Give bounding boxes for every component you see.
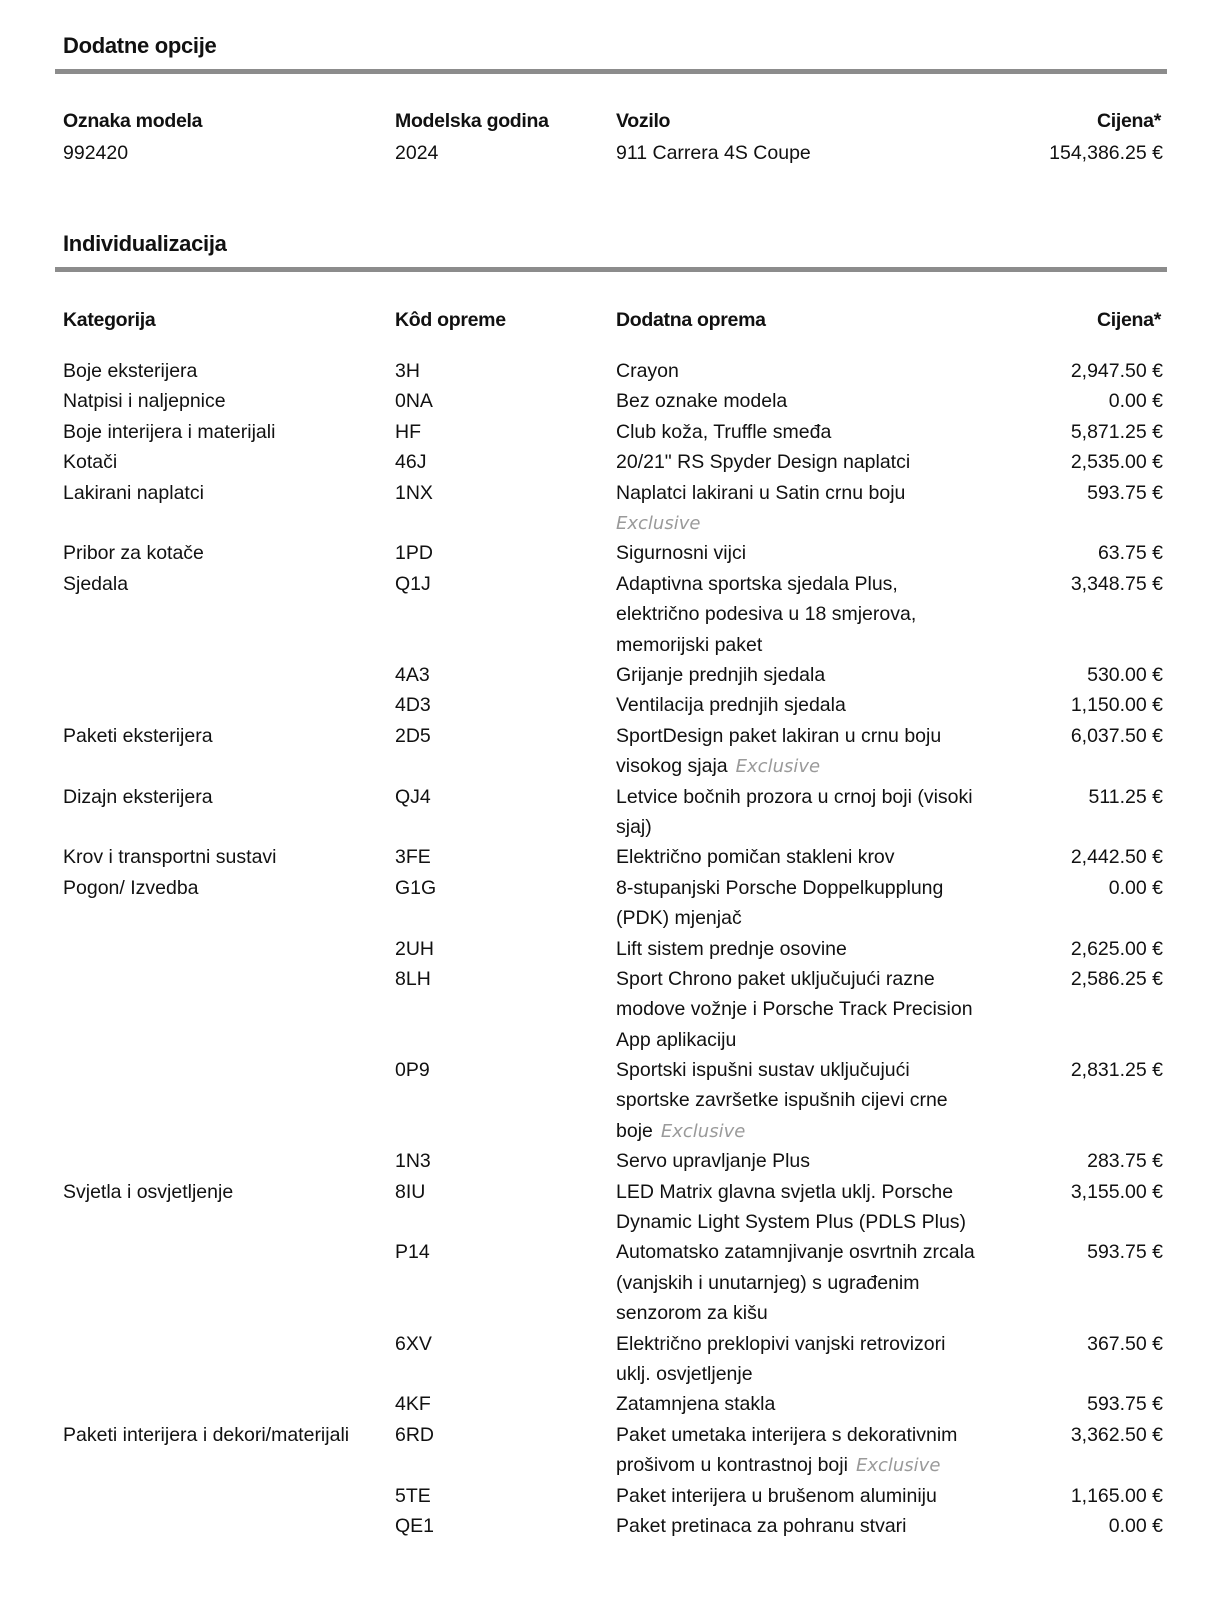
row-price: 5,871.25 € bbox=[1070, 420, 1163, 443]
description-text: Dynamic Light System Plus (PDLS Plus) bbox=[616, 1211, 967, 1234]
description-line bbox=[616, 964, 1011, 994]
row-description bbox=[616, 721, 1011, 783]
row-price: 3,348.75 € bbox=[1070, 572, 1163, 595]
row-description bbox=[616, 447, 1011, 477]
row-price: 530.00 € bbox=[1087, 663, 1163, 686]
table-row bbox=[0, 842, 1231, 872]
table-row bbox=[0, 1420, 1231, 1481]
header-price: Cijena* bbox=[1096, 110, 1161, 132]
header-model-year: Modelska godina bbox=[395, 110, 549, 132]
description-line bbox=[616, 721, 1011, 751]
table-row bbox=[0, 721, 1231, 782]
row-equipment-code: 4KF bbox=[395, 1393, 431, 1416]
description-text: Automatsko zatamnjivanje osvrtnih zrcala bbox=[616, 1241, 975, 1264]
description-line bbox=[616, 1207, 1011, 1237]
description-text: Bez oznake modela bbox=[616, 390, 788, 413]
row-price: 2,625.00 € bbox=[1070, 937, 1163, 960]
table-row bbox=[0, 569, 1231, 660]
row-equipment-code: G1G bbox=[395, 876, 437, 899]
description-line bbox=[616, 751, 1011, 782]
description-line bbox=[616, 1116, 1011, 1147]
exclusive-badge: Exclusive bbox=[855, 1455, 941, 1477]
description-line bbox=[616, 1085, 1011, 1115]
description-text: uklj. osvjetljenje bbox=[616, 1363, 753, 1386]
description-line bbox=[616, 1389, 1011, 1419]
exclusive-badge: Exclusive bbox=[735, 756, 821, 778]
description-line bbox=[616, 386, 1011, 416]
description-text: Adaptivna sportska sjedala Plus, bbox=[616, 572, 898, 595]
row-description bbox=[616, 386, 1011, 416]
description-line bbox=[616, 1420, 1011, 1450]
row-category: Natpisi i naljepnice bbox=[63, 390, 226, 413]
table-row bbox=[0, 660, 1231, 690]
row-description bbox=[616, 1146, 1011, 1176]
row-description bbox=[616, 690, 1011, 720]
description-line bbox=[616, 1329, 1011, 1359]
row-description bbox=[616, 356, 1011, 386]
row-description bbox=[616, 1055, 1011, 1147]
description-text: Sigurnosni vijci bbox=[616, 542, 747, 565]
table-row bbox=[0, 356, 1231, 386]
description-text: (vanjskih i unutarnjeg) s ugrađenim bbox=[616, 1271, 920, 1294]
description-line bbox=[616, 1450, 1011, 1481]
row-category: Boje eksterijera bbox=[63, 360, 198, 382]
section-title-individualization: Individualizacija bbox=[63, 231, 227, 256]
row-price: 593.75 € bbox=[1087, 1393, 1163, 1416]
description-text: Paket umetaka interijera s dekorativnim bbox=[616, 1423, 958, 1446]
description-text: Club koža, Truffle smeđa bbox=[616, 420, 832, 443]
row-description bbox=[616, 1389, 1011, 1419]
row-price: 3,362.50 € bbox=[1070, 1423, 1163, 1446]
table-row bbox=[0, 964, 1231, 1055]
vehicle-price-value: 154,386.25 € bbox=[1049, 142, 1163, 164]
row-category: Kotači bbox=[63, 451, 118, 474]
description-line bbox=[616, 569, 1011, 599]
description-line bbox=[616, 599, 1011, 629]
row-price: 0.00 € bbox=[1108, 390, 1163, 413]
description-text: visokog sjaja bbox=[616, 755, 728, 778]
description-text: 20/21" RS Spyder Design naplatci bbox=[616, 451, 911, 474]
row-price: 1,165.00 € bbox=[1070, 1484, 1163, 1507]
description-line bbox=[616, 417, 1011, 447]
description-text: modove vožnje i Porsche Track Precision bbox=[616, 998, 973, 1021]
description-text: Električno pomičan stakleni krov bbox=[616, 846, 895, 869]
row-category: Krov i transportni sustavi bbox=[63, 846, 277, 869]
header-category: Kategorija bbox=[63, 309, 156, 331]
row-description bbox=[616, 1481, 1011, 1511]
table-row bbox=[0, 417, 1231, 447]
row-equipment-code: 2D5 bbox=[395, 724, 431, 747]
row-price: 6,037.50 € bbox=[1070, 724, 1163, 747]
description-text: električno podesiva u 18 smjerova, bbox=[616, 603, 917, 626]
row-description bbox=[616, 842, 1011, 872]
header-equipment-description: Dodatna oprema bbox=[616, 309, 766, 331]
row-category: Lakirani naplatci bbox=[63, 481, 204, 504]
description-text: Sportski ispušni sustav uključujući bbox=[616, 1059, 910, 1082]
row-equipment-code: 2UH bbox=[395, 937, 435, 960]
row-description bbox=[616, 417, 1011, 447]
description-text: Servo upravljanje Plus bbox=[616, 1150, 811, 1173]
table-row bbox=[0, 1389, 1231, 1419]
section-divider bbox=[55, 69, 1167, 74]
description-text: Crayon bbox=[616, 360, 679, 382]
section-title-options: Dodatne opcije bbox=[63, 33, 217, 58]
table-row bbox=[0, 1329, 1231, 1390]
header-model-code: Oznaka modela bbox=[63, 110, 203, 132]
row-price: 3,155.00 € bbox=[1070, 1180, 1163, 1203]
row-price: 1,150.00 € bbox=[1070, 694, 1163, 717]
row-price: 0.00 € bbox=[1108, 1515, 1163, 1538]
table-row bbox=[0, 478, 1231, 539]
row-description bbox=[616, 934, 1011, 964]
description-line bbox=[616, 1025, 1011, 1055]
row-description bbox=[616, 538, 1011, 568]
description-text: Zatamnjena stakla bbox=[616, 1393, 776, 1416]
description-line bbox=[616, 690, 1011, 720]
row-category: Pogon/ Izvedba bbox=[63, 876, 199, 899]
row-equipment-code: 4D3 bbox=[395, 694, 431, 717]
table-row bbox=[0, 934, 1231, 964]
row-category: Paketi eksterijera bbox=[63, 724, 213, 747]
table-row bbox=[0, 1055, 1231, 1146]
table-row bbox=[0, 447, 1231, 477]
description-line bbox=[616, 903, 1011, 933]
row-price: 2,586.25 € bbox=[1070, 967, 1163, 990]
row-description bbox=[616, 1420, 1011, 1482]
row-equipment-code: 46J bbox=[395, 451, 427, 474]
row-price: 367.50 € bbox=[1087, 1332, 1163, 1355]
row-equipment-code: 0P9 bbox=[395, 1059, 430, 1082]
description-text: Letvice bočnih prozora u crnoj boji (visoki bbox=[616, 785, 973, 808]
description-text: Grijanje prednjih sjedala bbox=[616, 663, 826, 686]
row-price: 2,442.50 € bbox=[1070, 846, 1163, 869]
vehicle-value: 911 Carrera 4S Coupe bbox=[616, 142, 811, 164]
row-equipment-code: 0NA bbox=[395, 390, 433, 413]
description-line bbox=[616, 1055, 1011, 1085]
row-price: 593.75 € bbox=[1087, 1241, 1163, 1264]
description-text: (PDK) mjenjač bbox=[616, 907, 742, 930]
header-vehicle: Vozilo bbox=[616, 110, 671, 132]
table-row bbox=[0, 386, 1231, 416]
exclusive-badge: Exclusive bbox=[660, 1120, 746, 1142]
row-equipment-code: Q1J bbox=[395, 572, 431, 595]
table-row bbox=[0, 538, 1231, 568]
description-line bbox=[616, 1146, 1011, 1176]
row-equipment-code: 3H bbox=[395, 360, 420, 382]
description-line bbox=[616, 660, 1011, 690]
row-price: 2,947.50 € bbox=[1070, 360, 1163, 382]
description-text: Lift sistem prednje osovine bbox=[616, 937, 847, 960]
row-equipment-code: P14 bbox=[395, 1241, 430, 1264]
row-equipment-code: 6RD bbox=[395, 1423, 435, 1446]
description-line bbox=[616, 1237, 1011, 1267]
options-table bbox=[0, 356, 1231, 1541]
row-description bbox=[616, 782, 1011, 843]
description-line bbox=[616, 994, 1011, 1024]
row-category: Paketi interijera i dekori/materijali bbox=[63, 1423, 350, 1446]
row-equipment-code: 1NX bbox=[395, 481, 433, 504]
description-line bbox=[616, 538, 1011, 568]
description-text: prošivom u kontrastnoj boji bbox=[616, 1454, 848, 1477]
model-year-value: 2024 bbox=[395, 142, 439, 164]
description-line bbox=[616, 1268, 1011, 1298]
description-text: SportDesign paket lakiran u crnu boju bbox=[616, 724, 942, 747]
table-row bbox=[0, 1177, 1231, 1238]
table-row bbox=[0, 1481, 1231, 1511]
table-row bbox=[0, 782, 1231, 843]
model-code-value: 992420 bbox=[63, 142, 129, 164]
row-equipment-code: 3FE bbox=[395, 846, 431, 869]
description-line bbox=[616, 842, 1011, 872]
description-text: Ventilacija prednjih sjedala bbox=[616, 694, 846, 717]
description-line bbox=[616, 478, 1011, 508]
header-equipment-price: Cijena* bbox=[1096, 309, 1161, 331]
description-text: memorijski paket bbox=[616, 633, 763, 656]
row-equipment-code: 6XV bbox=[395, 1332, 432, 1355]
description-line bbox=[616, 1481, 1011, 1511]
description-line bbox=[616, 782, 1011, 812]
description-text: sportske završetke ispušnih cijevi crne bbox=[616, 1089, 948, 1112]
description-line bbox=[616, 447, 1011, 477]
row-description bbox=[616, 964, 1011, 1055]
section-divider bbox=[55, 267, 1167, 272]
table-row bbox=[0, 690, 1231, 720]
row-price: 2,535.00 € bbox=[1070, 451, 1163, 474]
row-description bbox=[616, 1177, 1011, 1238]
description-text: senzorom za kišu bbox=[616, 1302, 768, 1325]
description-line bbox=[616, 1177, 1011, 1207]
row-price: 63.75 € bbox=[1097, 542, 1163, 565]
row-price: 511.25 € bbox=[1088, 785, 1163, 808]
description-line bbox=[616, 630, 1011, 660]
row-equipment-code: 4A3 bbox=[395, 663, 430, 686]
row-category: Svjetla i osvjetljenje bbox=[63, 1180, 234, 1203]
row-price: 2,831.25 € bbox=[1070, 1059, 1163, 1082]
row-description bbox=[616, 660, 1011, 690]
description-text: Električno preklopivi vanjski retrovizori bbox=[616, 1332, 946, 1355]
description-line bbox=[616, 508, 1011, 539]
row-category: Sjedala bbox=[63, 572, 129, 595]
row-equipment-code: 8IU bbox=[395, 1180, 426, 1203]
row-price: 283.75 € bbox=[1087, 1150, 1163, 1173]
description-text: LED Matrix glavna svjetla uklj. Porsche bbox=[616, 1180, 954, 1203]
description-text: Paket interijera u brušenom aluminiju bbox=[616, 1484, 937, 1507]
row-category: Dizajn eksterijera bbox=[63, 785, 213, 808]
description-text: sjaj) bbox=[616, 815, 652, 838]
description-text: Sport Chrono paket uključujući razne bbox=[616, 967, 935, 990]
row-category: Pribor za kotače bbox=[63, 542, 204, 565]
description-text: Paket pretinaca za pohranu stvari bbox=[616, 1515, 907, 1538]
row-equipment-code: QJ4 bbox=[395, 785, 431, 808]
exclusive-badge: Exclusive bbox=[616, 512, 701, 534]
row-equipment-code: HF bbox=[395, 420, 421, 443]
table-row bbox=[0, 873, 1231, 934]
table-row bbox=[0, 1511, 1231, 1541]
description-line bbox=[616, 1511, 1011, 1541]
table-row bbox=[0, 1146, 1231, 1176]
description-line bbox=[616, 1359, 1011, 1389]
row-price: 593.75 € bbox=[1087, 481, 1163, 504]
row-description bbox=[616, 873, 1011, 934]
description-line bbox=[616, 1298, 1011, 1328]
row-price: 0.00 € bbox=[1108, 876, 1163, 899]
row-equipment-code: 1N3 bbox=[395, 1150, 431, 1173]
description-text: 8-stupanjski Porsche Doppelkupplung bbox=[616, 876, 944, 899]
row-description bbox=[616, 1511, 1011, 1541]
row-equipment-code: 5TE bbox=[395, 1484, 431, 1507]
description-line bbox=[616, 873, 1011, 903]
row-equipment-code: 8LH bbox=[395, 967, 431, 990]
description-text: Naplatci lakirani u Satin crnu boju bbox=[616, 481, 906, 504]
header-equipment-code: Kôd opreme bbox=[395, 309, 506, 331]
description-line bbox=[616, 356, 1011, 386]
row-equipment-code: 1PD bbox=[395, 542, 433, 565]
row-description bbox=[616, 1329, 1011, 1390]
description-line bbox=[616, 812, 1011, 842]
row-description bbox=[616, 1237, 1011, 1328]
row-description bbox=[616, 478, 1011, 540]
table-row bbox=[0, 1237, 1231, 1328]
description-text: App aplikaciju bbox=[616, 1028, 737, 1051]
description-text: boje bbox=[616, 1119, 653, 1142]
description-line bbox=[616, 934, 1011, 964]
row-category: Boje interijera i materijali bbox=[63, 420, 276, 443]
row-description bbox=[616, 569, 1011, 660]
row-equipment-code: QE1 bbox=[395, 1515, 435, 1538]
